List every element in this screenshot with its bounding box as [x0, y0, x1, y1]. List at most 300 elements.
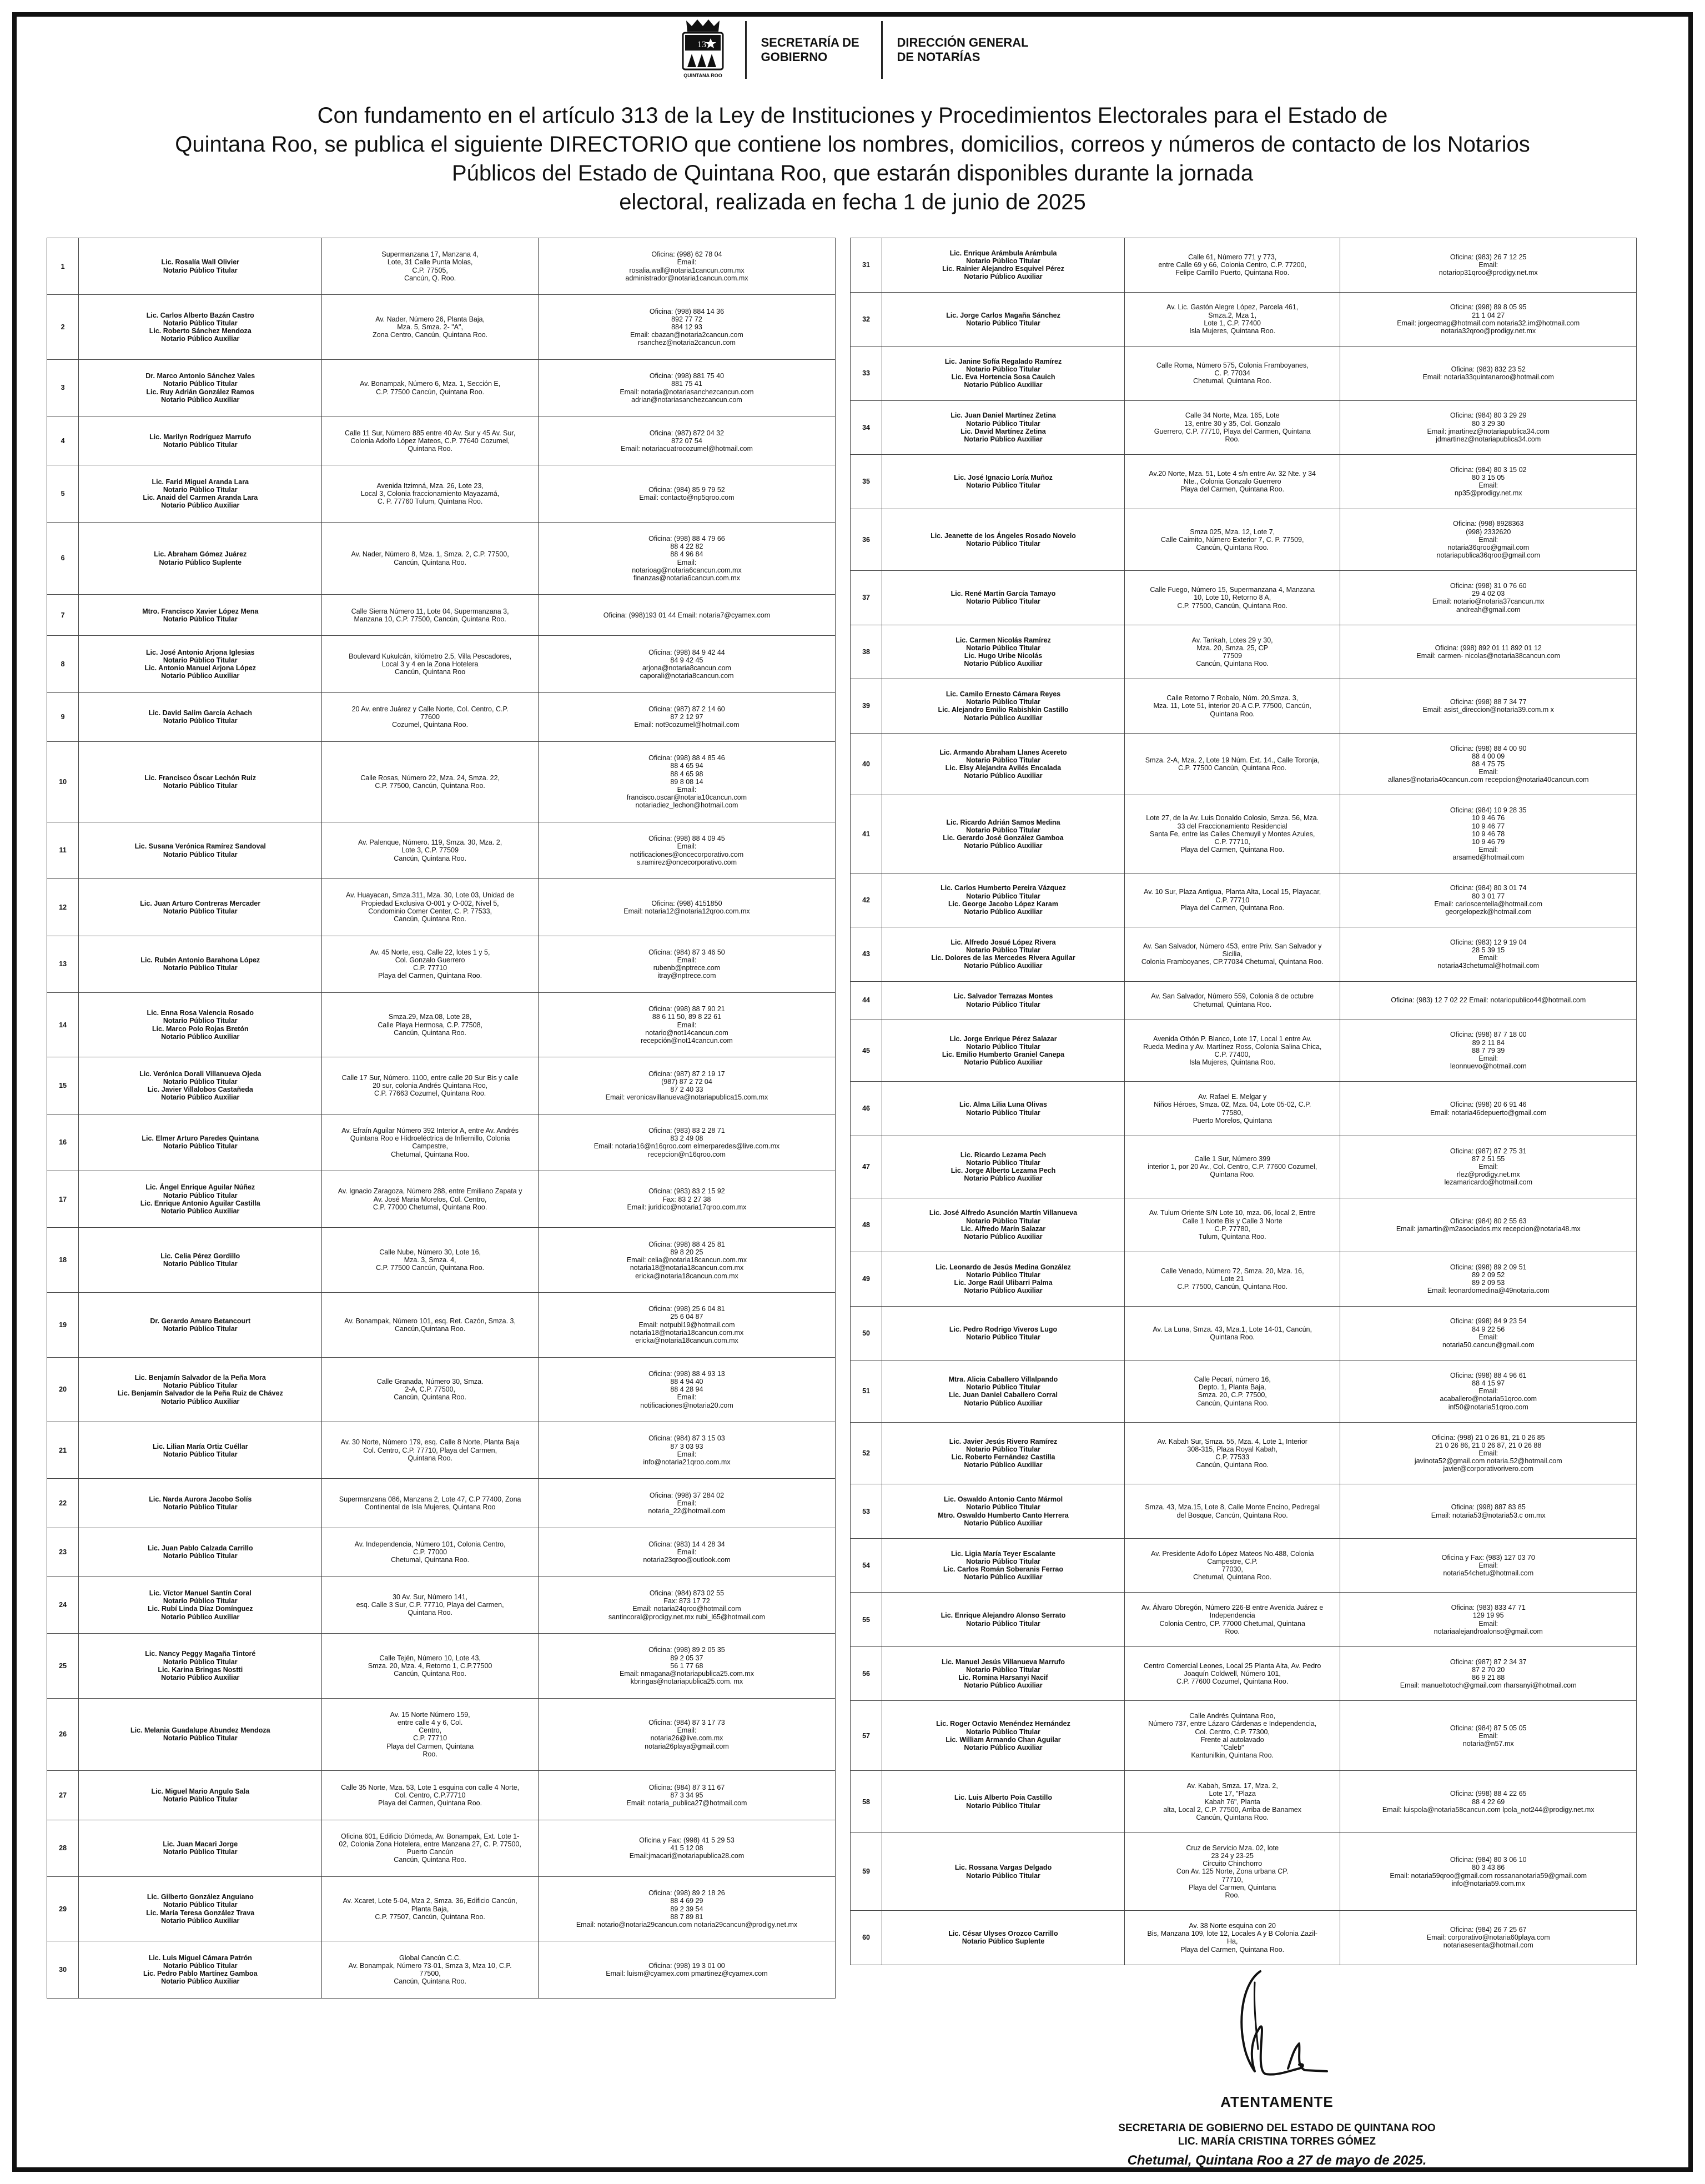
row-number: 52 — [851, 1422, 882, 1484]
notary-contact-line: santincoral@prodigy.net.mx rubi_l65@hotmail.com — [608, 1613, 766, 1621]
notary-names-line: Notario Público Auxiliar — [161, 1977, 240, 1986]
notary-contact-line: Oficina: (983) 14 4 28 34 — [648, 1540, 725, 1548]
notary-contact-line: 87 2 51 55 — [1472, 1154, 1505, 1163]
notary-address — [1124, 347, 1340, 401]
notary-contact-line: Oficina: (998) 62 78 04 — [651, 250, 722, 259]
notary-address-line: Chetumal, Quintana Roo. — [1193, 377, 1272, 385]
notary-contact — [538, 416, 835, 465]
notary-address-line: Cancún, Quintana Roo. — [1196, 543, 1269, 551]
notary-address-line: Quintana Roo. — [408, 1454, 452, 1462]
notary-contact-line: Email: — [677, 785, 697, 794]
notary-address — [322, 741, 539, 822]
notary-contact-line: Oficina: (998) 88 7 90 21 — [648, 1005, 725, 1013]
notary-row — [851, 1538, 1637, 1593]
notary-contact — [1340, 1646, 1637, 1701]
notary-contact — [538, 992, 835, 1057]
notary-names-line: Notario Público Titular — [163, 656, 238, 664]
notary-contact-line: jdmartinez@notariapublica34.com — [1436, 435, 1541, 443]
notary-address — [322, 1171, 539, 1228]
notary-contact-line: 87 3 34 95 — [670, 1791, 703, 1799]
notary-names-line: Dr. Gerardo Amaro Betancourt — [150, 1317, 251, 1325]
notary-contact-line: acaballero@notaria51qroo.com — [1440, 1395, 1537, 1403]
notary-address-line: C.P. 77710, — [1214, 838, 1250, 846]
notary-address-line: Cancún, Quintana Roo. — [1196, 1461, 1269, 1469]
quintana-roo-seal-icon — [675, 17, 731, 83]
row-number: 7 — [47, 595, 79, 636]
notary-address-line: C.P. 77500, Cancún, Quintana Roo. — [375, 781, 485, 790]
notary-names-line: Notario Público Auxiliar — [964, 1058, 1043, 1067]
notary-address-line: Playa del Carmen, Quintana Roo. — [1180, 1945, 1285, 1954]
notary-names-line: Notario Público Titular — [966, 1042, 1040, 1051]
notary-row — [47, 1057, 836, 1114]
notary-names-line: Notario Público Titular — [163, 1142, 238, 1151]
notary-names-line: Notario Público Titular — [966, 1728, 1040, 1736]
notary-names-line: Lic. Alejandro Emilio Rabishkin Castillo — [938, 706, 1069, 714]
notary-address-line: C.P. 77710 — [413, 1734, 447, 1743]
notary-names-line: Notario Público Titular — [966, 1665, 1040, 1674]
notary-contact-line: notariop31qroo@prodigy.net.mx — [1439, 269, 1538, 277]
notary-names-line: Lic. Jorge Enrique Pérez Salazar — [949, 1035, 1057, 1043]
notary-address-line: Cancún, Quintana Roo. — [394, 1393, 466, 1402]
notary-contact-line: Email: — [1478, 261, 1498, 269]
row-number: 32 — [851, 292, 882, 347]
secretaria-label: SECRETARÍA DE GOBIERNO — [761, 36, 859, 64]
notary-contact-line: (987) 87 2 72 04 — [661, 1077, 712, 1086]
notary-names — [79, 741, 322, 822]
notary-row — [47, 522, 836, 595]
notary-names-line: Lic. Gerardo José González Gamboa — [943, 834, 1064, 842]
notary-row — [47, 1820, 836, 1876]
notary-address-line: Av. Kabah Sur, Smza. 55, Mza. 4, Lote 1, Interior — [1157, 1437, 1307, 1445]
notary-address-line: Col. Centro, C.P. 77710, Playa del Carmen, — [363, 1446, 497, 1454]
notary-contact-line: notaria43chetumal@hotmail.com — [1437, 962, 1540, 970]
notary-names-line: Lic. Rubén Antonio Barahona López — [140, 956, 260, 964]
notary-address — [322, 879, 539, 936]
closing-block — [1055, 1960, 1499, 2168]
notary-names-line: Notario Público Titular — [163, 1658, 238, 1666]
notary-address — [1124, 1020, 1340, 1082]
notary-address-line: Chetumal, Quintana Roo. — [1193, 1573, 1272, 1581]
notary-address-line: Smza. 20, C.P. 77500, — [1198, 1391, 1267, 1399]
notary-address-line: Sicilia, — [1222, 950, 1243, 958]
notary-row — [851, 1701, 1637, 1771]
notary-address — [322, 1357, 539, 1422]
notary-address-line: Lote 21 — [1220, 1275, 1244, 1283]
notary-contact — [538, 1171, 835, 1228]
notary-contact-line: Email: luispola@notaria58cancun.com lpola_not244@prodigy.net.mx — [1382, 1805, 1595, 1814]
row-number: 55 — [851, 1593, 882, 1647]
notary-address-line: entre calle 4 y 6, Col. — [397, 1719, 463, 1727]
notary-address-line: Santa Fe, entre las Calles Chemuyil y Montes Azules, — [1150, 830, 1315, 838]
notary-address-line: Quintana Roo. — [1210, 1333, 1255, 1341]
notary-names — [882, 1538, 1125, 1593]
notary-address — [322, 1634, 539, 1699]
row-number: 28 — [47, 1820, 79, 1876]
notary-address-line: Cozumel, Quintana Roo. — [392, 721, 469, 729]
notary-row — [851, 1484, 1637, 1539]
notary-names-line: Lic. Abraham Gómez Juárez — [154, 550, 247, 559]
notary-row — [851, 795, 1637, 873]
notary-contact-line: Oficina y Fax: (983) 127 03 70 — [1441, 1553, 1535, 1562]
notary-names-line: Lic. Elmer Arturo Paredes Quintana — [142, 1134, 259, 1143]
row-number: 51 — [851, 1360, 882, 1423]
notary-names — [79, 1634, 322, 1699]
notary-names-line: Lic. María Teresa González Trava — [146, 1909, 255, 1917]
notary-contact — [1340, 238, 1637, 293]
notary-address-line: Av. Palenque, Número. 119, Smza. 30, Mza. 2, — [358, 839, 502, 847]
notary-contact-line: rsanchez@notaria2cancun.com — [637, 339, 736, 347]
notary-address-line: Chetumal, Quintana Roo. — [391, 1556, 470, 1564]
place-date: Chetumal, Quintana Roo a 27 de mayo de 2025. — [1127, 2153, 1427, 2168]
notary-names-line: Lic. Janine Sofía Regalado Ramírez — [944, 357, 1062, 365]
notary-address-line: Kabah 76", Planta — [1204, 1798, 1260, 1806]
notary-address-line: Calle Tején, Número 10, Lote 43, — [379, 1654, 481, 1662]
notary-address-line: 02, Colonia Zona Hotelera, entre Manzana 27, C. P. 77500, — [339, 1840, 521, 1848]
notary-contact-line: Email: — [1478, 846, 1498, 854]
notary-address — [1124, 455, 1340, 509]
row-number: 2 — [47, 295, 79, 360]
notary-names-line: Lic. Dolores de las Mercedes Rivera Aguilar — [931, 954, 1075, 962]
notary-contact-line: caporali@notaria8cancun.com — [640, 672, 734, 680]
notary-address-line: Felipe Carrillo Puerto, Quintana Roo. — [1175, 269, 1290, 277]
notary-address — [322, 992, 539, 1057]
notary-address-line: Calle Retorno 7 Robalo, Núm. 20,Smza. 3, — [1166, 694, 1299, 702]
notary-names-line: Notario Público Titular — [163, 850, 238, 858]
notary-address-line: C.P. 77710 — [1215, 896, 1250, 904]
notary-address-line: Cruz de Servicio Mza. 02, lote — [1186, 1844, 1279, 1852]
notary-names-line: Lic. Luis Alberto Poia Castillo — [954, 1794, 1052, 1802]
notary-contact-line: Oficina: (998) 887 83 85 — [1451, 1503, 1526, 1512]
notary-address-line: Mza. 5, Smza. 2- "A", — [397, 323, 463, 332]
notary-address-line: Calle 61, Número 771 y 773, — [1188, 253, 1277, 261]
notary-address-line: Roo. — [1225, 435, 1240, 443]
notary-address-line: Av. Bonampak, Número 101, esq. Ret. Cazón, Smza. 3, — [344, 1317, 516, 1325]
notary-contact-line: Oficina: (998) 84 9 23 54 — [1450, 1317, 1527, 1326]
notary-address-line: Av. Huayacan, Smza.311, Mza. 30, Lote 03, Unidad de — [346, 891, 515, 900]
notary-address — [1124, 1833, 1340, 1911]
notary-names — [79, 1479, 322, 1528]
notary-names-line: Notario Público Titular — [966, 598, 1040, 606]
notary-address-line: Playa del Carmen, Quintana Roo. — [378, 972, 482, 980]
notary-contact-line: 88 4 00 09 — [1472, 752, 1505, 760]
notary-names-line: Lic. Ricardo Adrián Samos Medina — [946, 818, 1060, 826]
notary-contact-line: Oficina: (983) 12 9 19 04 — [1450, 938, 1527, 946]
notary-contact-line: 88 4 28 94 — [670, 1385, 703, 1394]
notary-contact-line: 21 0 26 86, 21 0 26 87, 21 0 26 88 — [1435, 1441, 1542, 1449]
notary-address — [322, 416, 539, 465]
notary-contact-line: Email:jmacari@notariapublica28.com — [629, 1852, 745, 1860]
notary-address-line: Campestre, C.P. — [1207, 1557, 1258, 1565]
notary-contact-line: leonnuevo@hotmail.com — [1450, 1062, 1527, 1071]
row-number: 60 — [851, 1911, 882, 1965]
notary-contact-line: 28 5 39 15 — [1472, 946, 1505, 955]
notary-contact-line: recepción@not14cancun.com — [641, 1036, 733, 1045]
row-number: 17 — [47, 1171, 79, 1228]
notary-contact-line: Oficina: (998) 84 9 42 44 — [648, 648, 725, 656]
notary-table-right — [850, 238, 1637, 1965]
notary-contact — [1340, 1252, 1637, 1307]
header — [0, 17, 1705, 83]
notary-contact-line: notaria_22@hotmail.com — [648, 1507, 726, 1515]
notary-names-line: Lic. René Martín García Tamayo — [950, 590, 1056, 598]
notary-names-line: Lic. Juan Pablo Calzada Carrillo — [147, 1544, 253, 1552]
notary-address-line: Chetumal, Quintana Roo. — [1193, 1000, 1272, 1008]
notary-contact-line: 10 9 46 78 — [1472, 830, 1505, 838]
notary-contact-line: Email: notaria16@n16qroo.com elmerparedes@live.com.mx — [594, 1142, 780, 1151]
notary-address-line: Calle Playa Hermosa, C.P. 77508, — [378, 1021, 482, 1029]
notary-names — [79, 822, 322, 878]
notary-names — [882, 1082, 1125, 1136]
notary-contact-line: 89 2 05 37 — [670, 1654, 703, 1662]
notary-address-line: Manzana 10, C.P. 77500, Cancún, Quintana Roo. — [354, 615, 506, 623]
notary-row — [851, 455, 1637, 509]
notary-row — [851, 1306, 1637, 1360]
notary-names — [882, 1593, 1125, 1647]
notary-names-line: Notario Público Titular — [163, 1552, 238, 1560]
notary-address-line: Col. Centro, C.P. 77300, — [1195, 1728, 1270, 1736]
notary-address-line: Colonia Adolfo López Mateos, C.P. 77640 Cozumel, — [350, 436, 510, 445]
notary-contact-line: Fax: 83 2 27 38 — [662, 1195, 711, 1203]
notary-names — [882, 1771, 1125, 1833]
row-number: 15 — [47, 1057, 79, 1114]
notary-contact — [538, 1293, 835, 1358]
row-number: 47 — [851, 1136, 882, 1198]
notary-address-line: Smza. 20, Mza. 4, Retorno 1, C.P.77500 — [368, 1661, 492, 1670]
notary-contact-line: 41 5 12 08 — [670, 1844, 703, 1852]
notary-contact — [538, 692, 835, 741]
notary-contact-line: Email: notaria33quintanaroo@hotmail.com — [1422, 373, 1554, 381]
notary-names-line: Notario Público Auxiliar — [964, 1232, 1043, 1241]
notary-names — [79, 1422, 322, 1479]
notary-names-line: Notario Público Titular — [163, 907, 238, 915]
notary-row — [47, 1577, 836, 1633]
notary-contact-line: 87 3 03 93 — [670, 1442, 703, 1450]
notary-address-line: Av. San Salvador, Número 453, entre Priv. San Salvador y — [1143, 942, 1322, 950]
notary-contact-line: rosalia.wall@notaria1cancun.com.mx — [629, 266, 745, 274]
notary-contact-line: Email: leonardomedina@49notaria.com — [1427, 1287, 1550, 1295]
notary-contact-line: Email: — [677, 558, 697, 566]
notary-names-line: Notario Público Titular — [163, 1260, 238, 1268]
notary-names-line: Notario Público Titular — [966, 1801, 1040, 1810]
notary-contact-line: info@notaria21qroo.com.mx — [643, 1458, 731, 1466]
row-number: 24 — [47, 1577, 79, 1633]
notary-row — [47, 1171, 836, 1228]
row-number: 11 — [47, 822, 79, 878]
notary-contact-line: francisco.oscar@notaria10cancun.com — [626, 794, 747, 802]
notary-names-line: Lic. Rosalía Wall Olivier — [161, 258, 240, 267]
notary-row — [47, 1422, 836, 1479]
notary-address-line: Independencia — [1209, 1611, 1255, 1620]
notary-row — [47, 1479, 836, 1528]
notary-names — [882, 1422, 1125, 1484]
notary-names-line: Lic. Jorge Carlos Magaña Sánchez — [946, 311, 1060, 319]
notary-names-line: Notario Público Titular — [163, 1382, 238, 1390]
notary-names — [882, 1911, 1125, 1965]
notary-names-line: Notario Público Titular — [163, 964, 238, 972]
notary-address-line: C.P. 77500 Cancún, Quintana Roo. — [376, 1264, 485, 1272]
notary-contact — [538, 522, 835, 595]
notary-contact-line: notariasesenta@hotmail.com — [1443, 1941, 1533, 1950]
notary-contact-line: notaria26playa@gmail.com — [645, 1742, 729, 1750]
notary-address-line: Avenida Itzimná, Mza. 26, Lote 23, — [376, 481, 484, 490]
notary-contact-line: Email: veronicavillanueva@notariapublica15.com.mx — [605, 1093, 768, 1102]
notary-names-line: Notario Público Titular — [163, 781, 238, 790]
intro-paragraph — [50, 101, 1655, 217]
notary-names-line: Notario Público Auxiliar — [161, 395, 240, 404]
row-number: 49 — [851, 1252, 882, 1307]
notary-contact-line: notificaciones@oncecorporativo.com — [630, 850, 744, 858]
notary-names-line: Lic. Marco Polo Rojas Bretón — [152, 1025, 249, 1033]
notary-contact-line: 88 4 22 82 — [670, 543, 703, 551]
notary-names-line: Notario Público Titular — [966, 1108, 1040, 1117]
notary-address — [1124, 292, 1340, 347]
notary-names — [882, 400, 1125, 455]
notary-address-line: Av. Lic. Gastón Alegre López, Parcela 461, — [1166, 303, 1299, 312]
notary-contact-line: notaria23qroo@outlook.com — [643, 1556, 731, 1564]
row-number: 18 — [47, 1228, 79, 1293]
notary-address-line: C.P. 77000 — [413, 1548, 447, 1557]
notary-names — [882, 1306, 1125, 1360]
notary-address-line: Lote 1, C.P. 77400 — [1204, 319, 1261, 327]
notary-contact-line: Email: jamartin@m2asociados.mx recepcion@notaria48.mx — [1396, 1224, 1581, 1233]
notary-names-line: Lic. Armando Abraham Llanes Acereto — [939, 748, 1067, 756]
notary-names-line: Lic. Jorge Alberto Lezama Pech — [950, 1167, 1056, 1175]
notary-contact — [538, 1941, 835, 1998]
notary-contact-line: Oficina: (987) 87 2 75 31 — [1450, 1147, 1527, 1155]
notary-contact-line: 80 3 29 30 — [1472, 419, 1505, 428]
signature-image — [1221, 1960, 1332, 2093]
notary-contact-line: Email: contacto@np5qroo.com — [639, 494, 735, 502]
notary-contact-line: 89 2 39 54 — [670, 1905, 703, 1913]
notary-contact — [538, 1528, 835, 1577]
intro-line: Públicos del Estado de Quintana Roo, que estarán disponibles durante la jornada — [451, 161, 1254, 185]
notary-names — [882, 1252, 1125, 1307]
notary-address-line: Av. 15 Norte Número 159, — [390, 1710, 470, 1719]
notary-address-line: Puerto Cancún — [406, 1848, 454, 1856]
notary-row — [47, 1357, 836, 1422]
notary-names — [882, 1020, 1125, 1082]
notary-contact-line: info@notaria59.com.mx — [1451, 1879, 1525, 1887]
notary-address-line: Smza. 43, Mza.15, Lote 8, Calle Monte Encino, Pedregal — [1145, 1503, 1320, 1512]
notary-address — [1124, 509, 1340, 571]
notary-address-line: Global Cancún C.C. — [399, 1954, 461, 1962]
row-number: 35 — [851, 455, 882, 509]
notary-address — [322, 1479, 539, 1528]
notary-names-line: Lic. Marilyn Rodríguez Marrufo — [149, 433, 252, 441]
notary-address — [1124, 1701, 1340, 1771]
row-number: 30 — [47, 1941, 79, 1998]
notary-contact-line: Oficina: (984) 80 2 55 63 — [1450, 1217, 1527, 1225]
row-number: 21 — [47, 1422, 79, 1479]
notary-address-line: Cancún, Quintana Roo. — [394, 1977, 466, 1986]
notary-address-line: Guerrero, C.P. 77710, Playa del Carmen, Quintana — [1154, 427, 1311, 435]
notary-row — [47, 936, 836, 992]
notary-address-line: Puerto Morelos, Quintana — [1193, 1116, 1272, 1124]
notary-row — [851, 1082, 1637, 1136]
notary-contact-line: 89 2 09 52 — [1472, 1271, 1505, 1279]
notary-contact-line: Oficina: (998) 88 4 85 46 — [648, 754, 725, 762]
notary-contact-line: Oficina: (983) 26 7 12 25 — [1450, 253, 1527, 261]
row-number: 1 — [47, 238, 79, 295]
notary-contact-line: 87 2 12 97 — [670, 713, 703, 721]
notary-contact — [538, 1114, 835, 1171]
notary-names-line: Lic. George Jacobo López Karam — [948, 900, 1058, 908]
notary-contact-line: Oficina: (998) 89 2 05 35 — [648, 1646, 725, 1654]
notary-address-line: "Caleb" — [1220, 1744, 1244, 1752]
notary-contact-line: Email: notariacuatrocozumel@hotmail.com — [621, 444, 753, 453]
notary-address-line: Av. 30 Norte, Número 179, esq. Calle 8 Norte, Planta Baja — [340, 1438, 520, 1447]
notary-names-line: Lic. César Ulyses Orozco Carrillo — [948, 1930, 1058, 1938]
notary-names — [79, 692, 322, 741]
notary-address-line: Playa del Carmen, Quintana — [386, 1742, 474, 1750]
notary-contact-line: Oficina: (998) 88 4 00 90 — [1450, 744, 1527, 752]
notary-address-line: Isla Mujeres, Quintana Roo. — [1189, 327, 1276, 335]
notary-contact — [538, 295, 835, 360]
notary-address-line: Av. La Luna, Smza. 43, Mza.1, Lote 14-01, Cancún, — [1153, 1325, 1312, 1333]
notary-names-line: Lic. Romina Harsanyi Nacif — [958, 1674, 1048, 1682]
notary-names-line: Notario Público Auxiliar — [161, 1093, 240, 1102]
notary-contact-line: Oficina: (998) 19 3 01 00 — [648, 1961, 725, 1970]
notary-contact-line: inf50@notaria51qroo.com — [1448, 1403, 1528, 1411]
notary-address-line: Cancún, Quintana Roo. — [394, 854, 466, 862]
notary-names — [79, 1876, 322, 1941]
notary-address — [322, 238, 539, 295]
notary-address-line: Niños Héroes, Smza. 02, Mza. 04, Lote 05-02, C.P. — [1154, 1101, 1311, 1109]
notary-address-line: Quintana Roo. — [408, 1609, 452, 1617]
notary-contact-line: Email: notaria@notariasanchezcancun.com — [620, 388, 754, 396]
notary-names-line: Notario Público Suplente — [962, 1937, 1045, 1946]
notary-row — [47, 1771, 836, 1820]
notary-contact-line: notariadiez_lechon@hotmail.com — [635, 801, 738, 810]
notary-names-line: Lic. Juan Daniel Caballero Corral — [949, 1391, 1058, 1399]
notary-address-line: Colonia Centro, CP. 77000 Chetumal, Quintana — [1159, 1619, 1305, 1628]
notary-address-line: del Bosque, Cancún, Quintana Roo. — [1176, 1511, 1288, 1519]
notary-address-line: C.P. 77500 Cancún, Quintana Roo. — [376, 388, 485, 396]
notary-contact — [1340, 455, 1637, 509]
notary-contact — [538, 636, 835, 692]
notary-address-line: Zona Centro, Cancún, Quintana Roo. — [373, 331, 488, 339]
notary-names — [882, 625, 1125, 679]
notary-names — [882, 679, 1125, 734]
notary-contact-line: adrian@notariasanchezcancun.com — [631, 395, 742, 404]
notary-address-line: Av. José María Morelos, Col. Centro, — [373, 1195, 487, 1203]
notary-address-line: 13, entre 30 y 35, Col. Gonzalo — [1184, 419, 1281, 428]
notary-contact-line: Oficina: (998) 89 2 09 51 — [1450, 1263, 1527, 1271]
notary-contact-line: Email: carloscentella@hotmail.com — [1434, 900, 1543, 908]
notary-contact-line: Email: cbazan@notaria2cancun.com — [630, 331, 743, 339]
notary-address-line: Calle Rosas, Número 22, Mza. 24, Smza. 22, — [360, 774, 500, 782]
notary-contact-line: Oficina: (998) 88 4 96 61 — [1450, 1371, 1527, 1379]
notary-address — [322, 1057, 539, 1114]
notary-contact-line: s.ramirez@oncecorporativo.com — [636, 858, 737, 866]
notary-contact — [1340, 1911, 1637, 1965]
notary-contact — [538, 238, 835, 295]
row-number: 23 — [47, 1528, 79, 1577]
notary-contact-line: Email: — [1478, 1387, 1498, 1395]
notary-address-line: Smza.2, Mza 1, — [1208, 311, 1257, 319]
notary-contact-line: Email: notpubl19@hotmail.com — [638, 1321, 735, 1329]
row-number: 37 — [851, 571, 882, 625]
notary-row — [47, 1228, 836, 1293]
notary-address — [1124, 679, 1340, 734]
notary-contact-line: 88 4 65 98 — [670, 770, 703, 778]
row-number: 53 — [851, 1484, 882, 1539]
notary-address — [322, 1114, 539, 1171]
notary-address — [322, 1528, 539, 1577]
notary-names — [882, 1833, 1125, 1911]
notary-contact-line: Oficina: (987) 87 2 34 37 — [1450, 1658, 1527, 1666]
notary-contact-line: Oficina: (983) 12 7 02 22 Email: notariopublico44@hotmail.com — [1391, 996, 1586, 1005]
